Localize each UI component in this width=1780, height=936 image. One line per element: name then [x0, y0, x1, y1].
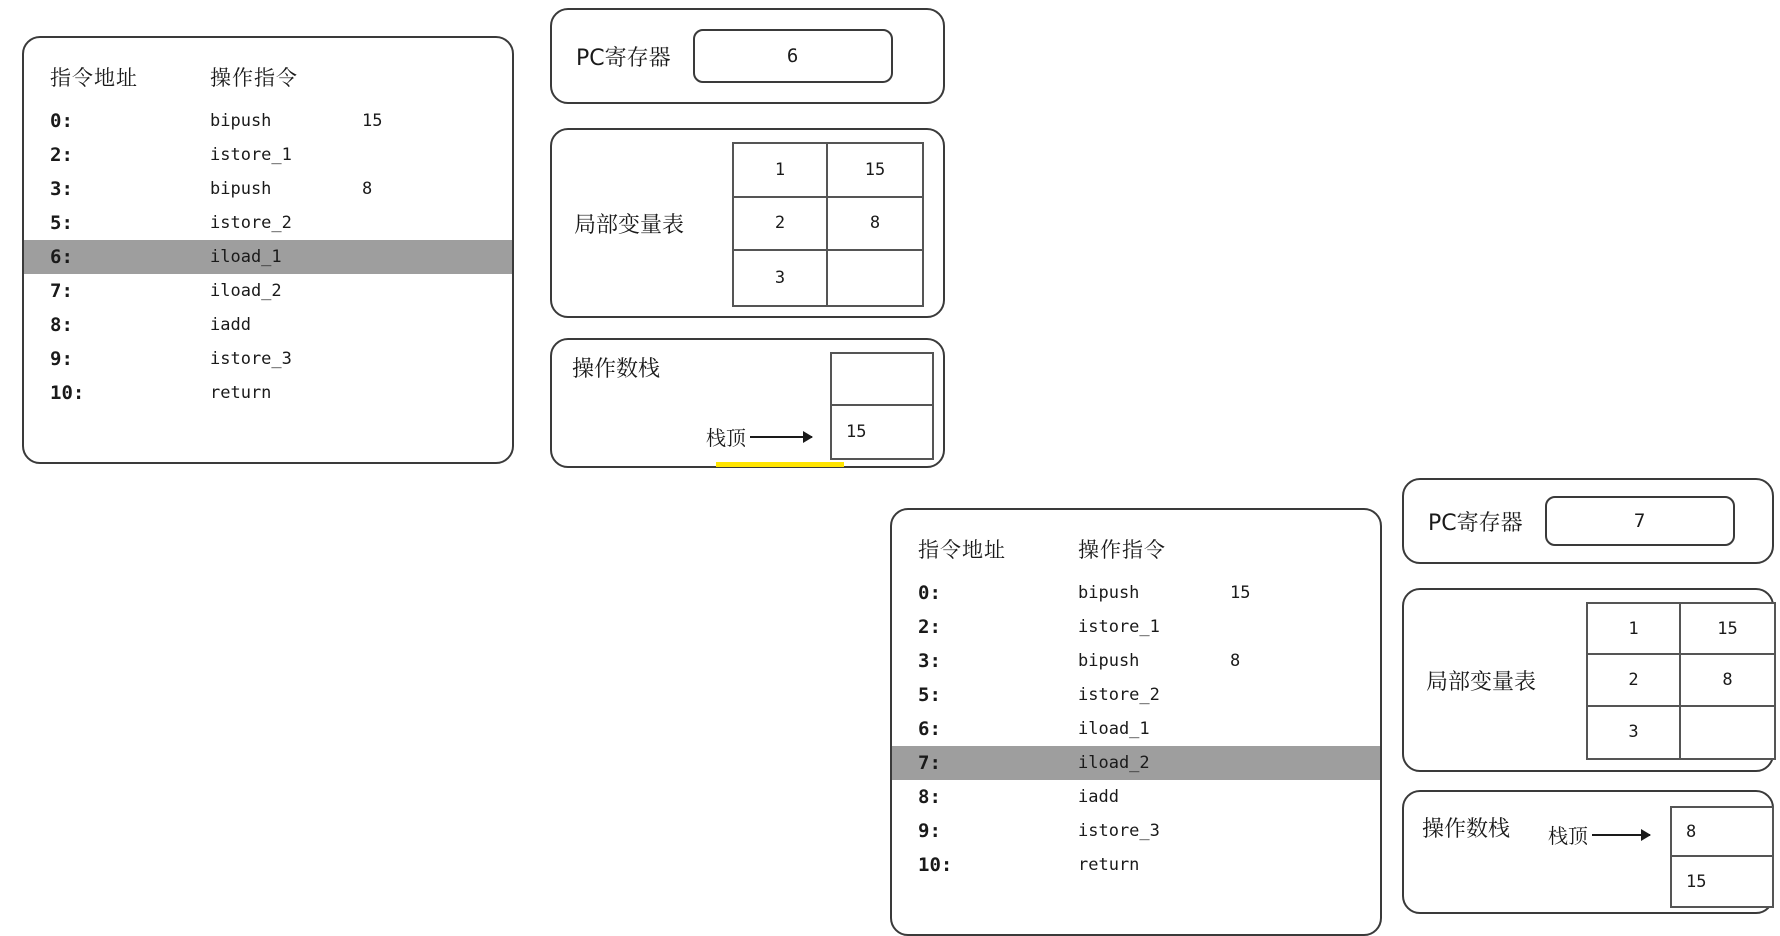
local-variable-table-label: 局部变量表: [1426, 669, 1537, 695]
table-row[interactable]: [892, 610, 1380, 644]
table-row[interactable]: [24, 104, 512, 138]
row-address: 7:: [50, 280, 73, 302]
row-address: 10:: [918, 854, 953, 876]
pc-register-label: PC寄存器: [1428, 510, 1523, 536]
stack-top-marker-bottom: [1548, 820, 1650, 849]
lvt-value: 15: [828, 144, 922, 198]
stack-top-label: 栈顶: [1548, 824, 1588, 848]
stack-cell: 8: [1672, 808, 1772, 857]
row-address: 9:: [50, 348, 73, 370]
stack-cell: 15: [1686, 871, 1707, 892]
row-address: 10:: [50, 382, 85, 404]
table-row[interactable]: [24, 308, 512, 342]
row-address: 7:: [918, 752, 941, 774]
row-operation: istore_1: [210, 145, 292, 165]
row-address: 2:: [50, 144, 73, 166]
row-operation: istore_3: [1078, 821, 1160, 841]
row-address: 9:: [918, 820, 941, 842]
row-operation: iload_1: [210, 247, 282, 267]
instruction-rows-top: [24, 104, 512, 410]
operand-stack-grid-bottom: [1670, 806, 1774, 908]
instruction-panel-top: [22, 36, 514, 464]
local-variable-table-label: 局部变量表: [574, 212, 685, 238]
table-row[interactable]: [892, 848, 1380, 882]
table-row[interactable]: [892, 712, 1380, 746]
lvt-slot: 2: [734, 198, 828, 252]
stack-cell: 15: [846, 422, 867, 442]
row-address: 6:: [918, 718, 941, 740]
local-variable-grid-bottom: [1586, 602, 1776, 760]
row-operation: istore_2: [1078, 685, 1160, 705]
pc-register-panel-bottom: [1402, 478, 1774, 564]
header-operation: 操作指令: [210, 66, 298, 90]
row-address: 0:: [50, 110, 73, 132]
table-row[interactable]: [892, 678, 1380, 712]
pc-register-panel-top: [550, 8, 945, 104]
lvt-slot: 2: [1588, 655, 1681, 706]
instruction-rows-bottom: [892, 576, 1380, 882]
pc-register-label: PC寄存器: [576, 45, 671, 71]
row-operation: bipush: [1078, 651, 1140, 671]
row-address: 6:: [50, 246, 73, 268]
stack-top-arrow-icon: [1592, 834, 1650, 836]
table-row-highlighted[interactable]: [892, 746, 1380, 780]
operand-stack-label: 操作数栈: [1422, 817, 1511, 842]
table-row[interactable]: [24, 138, 512, 172]
row-address: 2:: [918, 616, 941, 638]
row-operation: istore_1: [1078, 617, 1160, 637]
lvt-slot: 1: [1588, 604, 1681, 655]
row-operation: iload_2: [210, 281, 282, 301]
row-operation: iadd: [1078, 787, 1119, 807]
header-address: 指令地址: [918, 538, 1006, 562]
stack-top-marker-top: [706, 422, 812, 451]
table-row[interactable]: [892, 576, 1380, 610]
row-argument: 15: [1230, 583, 1251, 603]
lvt-slot: 3: [1588, 707, 1681, 758]
table-row[interactable]: [892, 814, 1380, 848]
table-row[interactable]: [24, 376, 512, 410]
row-address: 0:: [918, 582, 941, 604]
operand-stack-grid-top: [830, 352, 934, 460]
pc-register-value: 7: [1545, 496, 1735, 546]
row-operation: bipush: [1078, 583, 1140, 603]
instruction-panel-bottom: [890, 508, 1382, 936]
row-argument: 15: [362, 111, 383, 131]
lvt-value: [1681, 707, 1774, 758]
row-argument: 8: [362, 179, 373, 199]
header-operation: 操作指令: [1078, 538, 1166, 562]
row-operation: bipush: [210, 179, 272, 199]
row-operation: return: [1078, 855, 1140, 875]
table-row[interactable]: [892, 780, 1380, 814]
table-row-highlighted[interactable]: [24, 240, 512, 274]
header-address: 指令地址: [50, 66, 138, 90]
row-argument: 8: [1230, 651, 1241, 671]
instruction-table-header: [892, 520, 1380, 574]
operand-stack-label: 操作数栈: [572, 357, 661, 382]
instruction-table-header: [24, 48, 512, 102]
row-address: 8:: [918, 786, 941, 808]
row-operation: istore_2: [210, 213, 292, 233]
row-operation: return: [210, 383, 272, 403]
lvt-slot: 1: [734, 144, 828, 198]
lvt-value: 8: [828, 198, 922, 252]
row-address: 5:: [918, 684, 941, 706]
row-address: 3:: [918, 650, 941, 672]
local-variable-grid-top: [732, 142, 924, 307]
table-row[interactable]: [24, 206, 512, 240]
yellow-highlight-mark: [716, 462, 844, 467]
stack-cell: [832, 354, 932, 406]
table-row[interactable]: [892, 644, 1380, 678]
pc-register-value: 6: [693, 29, 893, 83]
row-address: 3:: [50, 178, 73, 200]
table-row[interactable]: [24, 342, 512, 376]
row-operation: iadd: [210, 315, 251, 335]
lvt-value: [828, 251, 922, 305]
lvt-value: 15: [1681, 604, 1774, 655]
table-row[interactable]: [24, 274, 512, 308]
row-operation: istore_3: [210, 349, 292, 369]
stack-top-label: 栈顶: [706, 426, 746, 450]
lvt-slot: 3: [734, 251, 828, 305]
table-row[interactable]: [24, 172, 512, 206]
row-operation: iload_2: [1078, 753, 1150, 773]
row-address: 8:: [50, 314, 73, 336]
row-operation: iload_1: [1078, 719, 1150, 739]
row-address: 5:: [50, 212, 73, 234]
row-operation: bipush: [210, 111, 272, 131]
stack-top-arrow-icon: [750, 436, 812, 438]
lvt-value: 8: [1681, 655, 1774, 706]
